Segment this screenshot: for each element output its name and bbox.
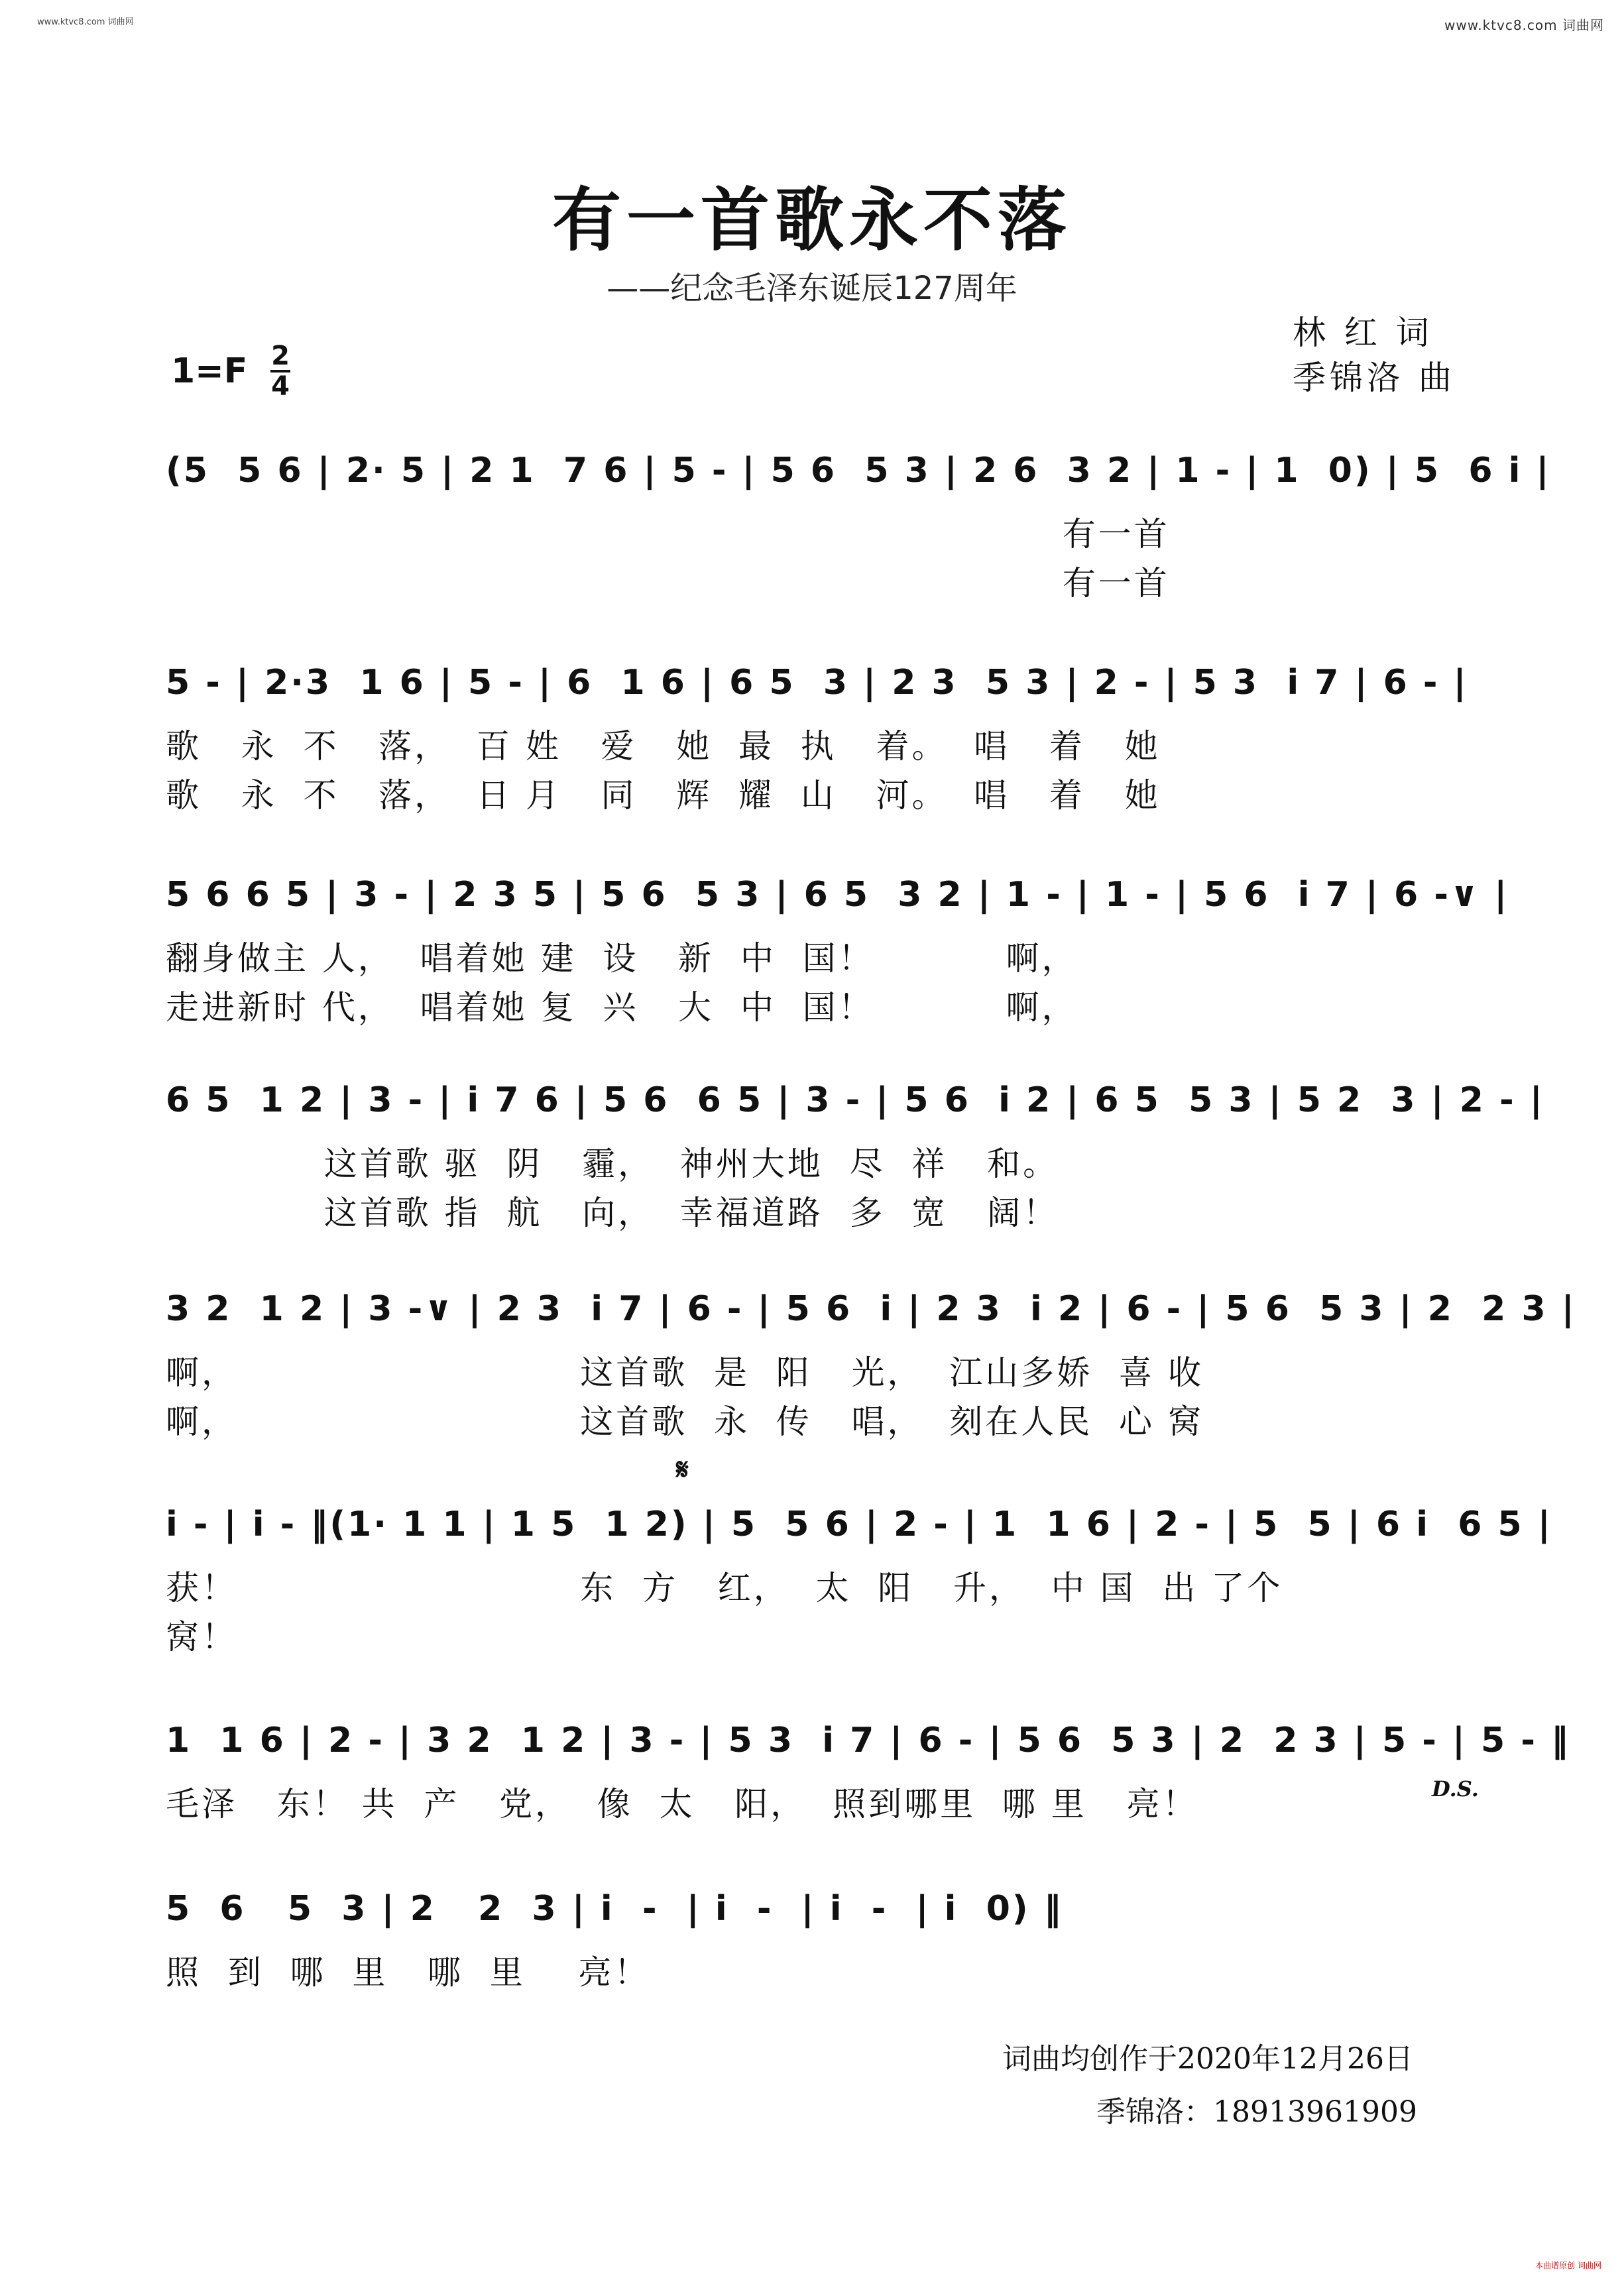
time-signature — [270, 341, 290, 402]
lyric-verse-1: 获！ 东 方 红， 太 阳 升， 中 国 出 了个 — [166, 1569, 1283, 1607]
lyricist-credit: 林 红 词 — [1293, 314, 1433, 352]
lyric-verse-1: 这首歌 驱 阴 霾， 神州大地 尽 祥 和。 — [166, 1145, 1059, 1183]
composition-date: 词曲均创作于2020年12月26日 — [1002, 2042, 1413, 2076]
lyric-verse-2: 这首歌 指 航 向， 幸福道路 多 宽 阔！ — [166, 1194, 1059, 1232]
site-header-left: www.ktvc8.com 词曲网 — [37, 17, 134, 27]
time-sig-bottom: 4 — [271, 371, 290, 402]
notation-line: 6 5 1 2 | 3 - | i 7 6 | 5 6 6 5 | 3 - | 5 6 i 2 | 6 5 5 3 | 5 2 3 | 2 - | — [166, 1080, 1544, 1120]
lyric-verse-2: 有一首 — [166, 564, 1170, 602]
notation-line: 3 2 1 2 | 3 -∨ | 2 3 i 7 | 6 - | 5 6 i | 2 3 i 2 | 6 - | 5 6 5 3 | 2 2 3 | — [166, 1289, 1576, 1329]
song-subtitle: ——纪念毛泽东诞辰127周年 — [607, 270, 1017, 307]
composer-credit: 季锦洛 曲 — [1293, 359, 1456, 397]
notation-line: (5 5 6 | 2· 5 | 2 1 7 6 | 5 - | 5 6 5 3 | 2 6 3 2 | 1 - | 1 0) | 5 6 i | — [166, 451, 1551, 490]
lyric-verse-2: 歌 永 不 落， 日 月 同 辉 耀 山 河。 唱 着 她 — [166, 776, 1161, 815]
lyric-verse-2: 啊， 这首歌 永 传 唱， 刻在人民 心 窝 — [166, 1402, 1204, 1441]
notation-line: 5 - | 2·3 1 6 | 5 - | 6 1 6 | 6 5 3 | 2 3 5 3 | 2 - | 5 3 i 7 | 6 - | — [166, 663, 1468, 703]
notation-line: i - | i - ‖(1· 1 1 | 1 5 1 2) | 5 5 6 | 2 - | 1 1 6 | 2 - | 5 5 | 6 i 6 5 | — [166, 1505, 1552, 1544]
lyric-verse-1: 照 到 哪 里 哪 里 亮！ — [166, 1953, 650, 1992]
segno-sign: 𝄋 — [676, 1453, 689, 1487]
composer-contact: 季锦洛：18913961909 — [1096, 2095, 1417, 2129]
time-sig-top: 2 — [271, 341, 290, 371]
song-title: 有一首歌永不落 — [551, 179, 1072, 260]
key-signature: 1=F — [171, 351, 248, 391]
notation-line: 5 6 5 3 | 2 2 3 | i - | i - | i - | i 0) ‖ — [166, 1889, 1063, 1929]
lyric-verse-1: 翻身做主 人， 唱着她 建 设 新 中 国！ 啊， — [166, 939, 1078, 978]
notation-line: 1 1 6 | 2 - | 3 2 1 2 | 3 - | 5 3 i 7 | 6 - | 5 6 5 3 | 2 2 3 | 5 - | 5 - ‖ — [166, 1721, 1571, 1760]
lyric-verse-1: 歌 永 不 落， 百 姓 爱 她 最 执 着。 唱 着 她 — [166, 727, 1161, 766]
site-footer: 本曲谱原创 词曲网 — [1535, 2261, 1601, 2270]
notation-line: 5 6 6 5 | 3 - | 2 3 5 | 5 6 5 3 | 6 5 3 2 | 1 - | 1 - | 5 6 i 7 | 6 -∨ | — [166, 875, 1509, 915]
lyric-verse-2: 走进新时 代， 唱着她 复 兴 大 中 国！ 啊， — [166, 988, 1078, 1027]
lyric-verse-1: 有一首 — [166, 515, 1170, 553]
site-header-right: www.ktvc8.com 词曲网 — [1444, 17, 1604, 33]
dal-segno-mark: D.S. — [1432, 1776, 1479, 1801]
lyric-verse-2: 窝！ — [166, 1618, 237, 1656]
lyric-verse-1: 毛泽 东！ 共 产 党， 像 太 阳， 照到哪里 哪 里 亮！ — [166, 1785, 1198, 1823]
lyric-verse-1: 啊， 这首歌 是 阳 光， 江山多娇 喜 收 — [166, 1353, 1204, 1392]
